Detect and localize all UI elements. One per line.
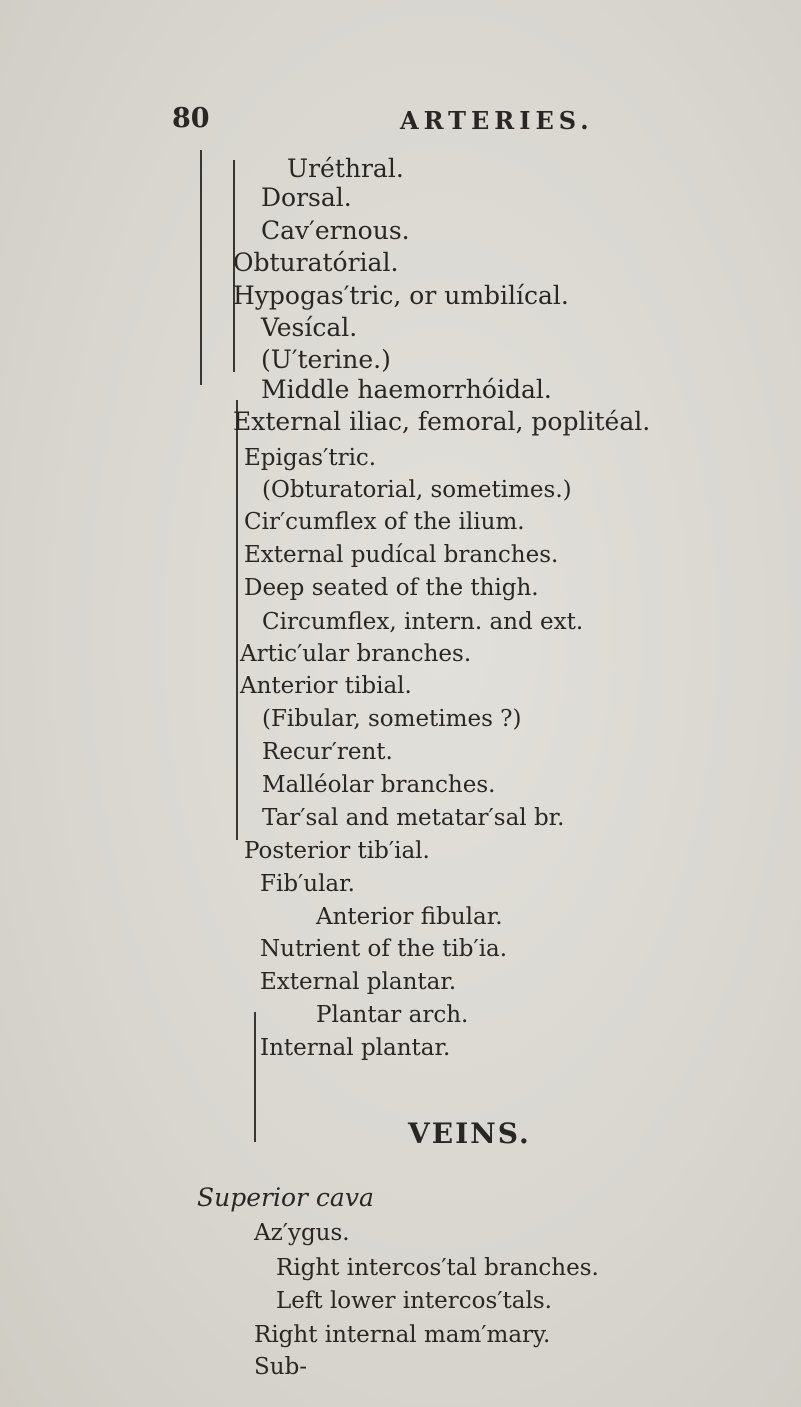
text-line: Artic′ular branches. [240,641,472,667]
bracket-rule [200,150,202,385]
text-line: Right internal mam′mary. [254,1322,551,1348]
text-line: Recur′rent. [262,739,393,765]
text-line: Nutrient of the tib′ia. [260,936,508,962]
text-line: Anterior tibial. [240,673,412,699]
text-line: Left lower intercos′tals. [276,1288,552,1314]
text-line: External iliac, femoral, poplitéal. [233,407,651,436]
bracket-rule [236,400,238,840]
text-line: (Obturatorial, sometimes.) [262,477,572,503]
text-line: Circumflex, intern. and ext. [262,609,584,635]
section-heading: VEINS. [408,1117,531,1150]
text-line: External plantar. [260,969,457,995]
text-line: Superior cava [197,1183,374,1212]
text-line: (U′terine.) [261,345,391,374]
text-line: Cir′cumflex of the ilium. [244,509,525,535]
text-line: Tar′sal and metatar′sal br. [262,805,565,831]
text-line: Plantar arch. [316,1002,469,1028]
running-title: ARTERIES. [400,106,594,135]
text-line: Obturatórial. [233,248,399,277]
text-line: (Fibular, sometimes ?) [262,706,522,732]
text-line: External pudícal branches. [244,542,559,568]
text-line: Az′ygus. [254,1220,350,1246]
text-line: Vesícal. [261,313,358,342]
text-line: Dorsal. [261,183,352,212]
text-line: Cav′ernous. [261,216,410,245]
text-line: Middle haemorrhóidal. [261,375,552,404]
text-line: Epigas′tric. [244,445,377,471]
text-line: Right intercos′tal branches. [276,1255,599,1281]
text-line: Fib′ular. [260,871,355,897]
text-line: Anterior fibular. [316,904,503,930]
text-line: Uréthral. [287,154,404,183]
text-line: Hypogas′tric, or umbilícal. [233,281,569,310]
text-line: Internal plantar. [260,1035,451,1061]
text-line: Deep seated of the thigh. [244,575,539,601]
text-line: Posterior tib′ial. [244,838,430,864]
bracket-rule [254,1012,256,1142]
page-number: 80 [172,103,210,134]
text-line: Malléolar branches. [262,772,496,798]
text-line: Sub- [254,1354,308,1380]
